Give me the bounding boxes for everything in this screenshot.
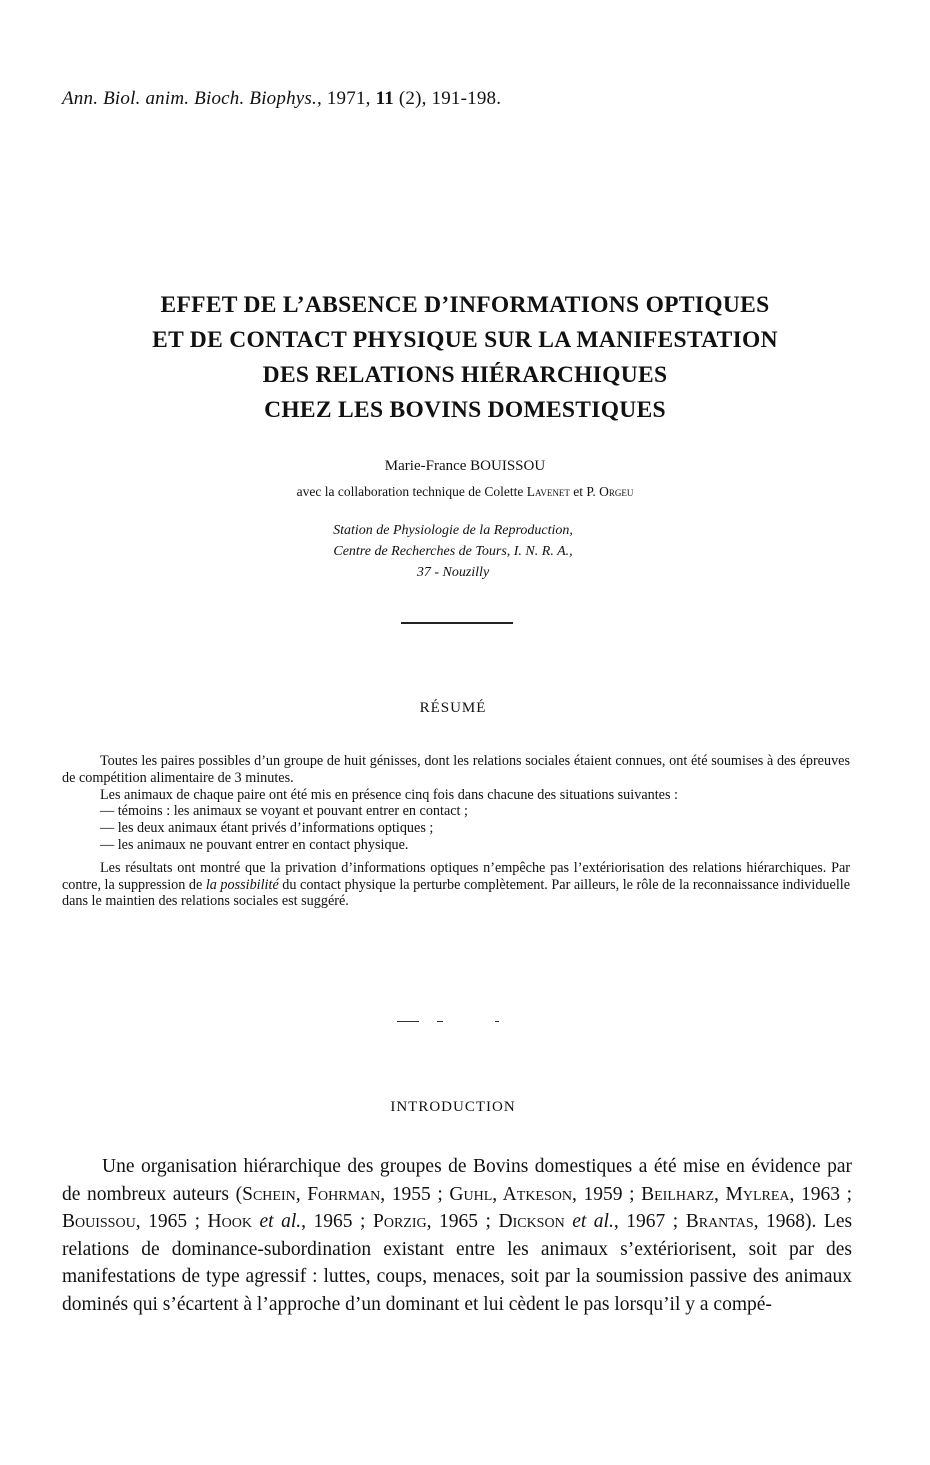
abstract-text: du contact physique la perturbe complètement. Par ailleurs, le rôle de la reconnaissance individuelle dans le maintien des relations sociales est suggéré. — [62, 876, 851, 910]
reference-author: Brantas — [685, 1211, 754, 1233]
divider-segment — [437, 1021, 443, 1022]
body-text: , 1965 ; — [426, 1211, 499, 1233]
body-text: Une organisation hiérarchique des groupes de Bovins domestiques a été mise en évidence par de nombreux auteurs ( — [62, 1156, 852, 1205]
collaboration-line — [0, 484, 930, 500]
affiliation — [0, 520, 906, 583]
reference-etal: et al. — [259, 1211, 302, 1233]
abstract-list-item: — les animaux ne pouvant entrer en contact physique. — [100, 836, 409, 853]
body-text: , 1965 ; — [135, 1211, 208, 1233]
divider-segment — [397, 1021, 419, 1022]
title-line: ET DE CONTACT PHYSIQUE SUR LA MANIFESTATION — [152, 327, 778, 353]
abstract-paragraph: Les animaux de chaque paire ont été mis en présence cinq fois dans chacune des situations suivantes : — [100, 786, 678, 803]
collaboration-prefix: avec la collaboration technique de Colette — [296, 484, 527, 499]
abstract — [62, 753, 850, 910]
affiliation-line: 37 - Nouzilly — [416, 565, 490, 580]
section-divider — [397, 1021, 517, 1025]
abstract-paragraph: Toutes les paires possibles d’un groupe de huit génisses, dont les relations sociales étaient connues, ont été soumises à des épreuves de compétition alimentaire de 3 minutes. — [62, 753, 850, 786]
abstract-list-item: — les deux animaux étant privés d’informations optiques ; — [100, 820, 434, 837]
reference-author: Porzig — [373, 1211, 427, 1233]
reference-author: Schein, Fohrman — [242, 1183, 381, 1205]
introduction-body — [62, 1153, 852, 1319]
section-divider — [401, 622, 513, 624]
citation-year: , 1971, — [316, 88, 376, 109]
resume-heading: RÉSUMÉ — [419, 700, 487, 716]
citation-issue-pages: (2), 191-198. — [393, 88, 502, 109]
collaborator-name: Lavenet — [526, 484, 570, 499]
body-text: , 1967 ; — [613, 1211, 686, 1233]
divider-segment — [495, 1021, 499, 1022]
author-first-name: Marie-France — [384, 458, 471, 474]
body-text: , 1965 ; — [301, 1211, 373, 1233]
reference-author: Hook — [207, 1211, 252, 1233]
article-title — [0, 288, 930, 428]
journal-citation — [62, 88, 501, 110]
title-line: DES RELATIONS HIÉRARCHIQUES — [262, 362, 668, 388]
collaboration-and: et P. — [569, 484, 600, 499]
abstract-emphasis: la possibilité — [205, 876, 279, 893]
author-last-name: BOUISSOU — [470, 458, 546, 474]
introduction-heading: INTRODUCTION — [390, 1099, 516, 1115]
abstract-text: Les résultats ont montré que la privation d’informations optiques n’empêche pas l’extériorisation des relations hiérarchiques. Par contre, la suppression de — [62, 859, 850, 893]
reference-etal: et al. — [572, 1211, 614, 1233]
body-text: , 1968). Les relations de dominance-subordination existant entre les animaux s’extériorisent, soit par des manifestations de type agressif : luttes, coups, menaces, soit par la soumission passive des animaux dominés qui s’écartent à l’approche d’un dominant et lui cèdent le pas lorsqu’il y a compé- — [62, 1211, 853, 1315]
abstract-list-item: — témoins : les animaux se voyant et pouvant entrer en contact ; — [100, 803, 468, 820]
body-text: , 1955 ; — [380, 1183, 450, 1205]
collaborator-name: Orgeu — [599, 484, 634, 499]
abstract-paragraph — [62, 860, 850, 910]
affiliation-line: Station de Physiologie de la Reproduction, — [333, 523, 573, 538]
title-line: EFFET DE L’ABSENCE D’INFORMATIONS OPTIQUES — [160, 292, 770, 318]
introduction-paragraph — [62, 1153, 852, 1319]
reference-author: Beilharz, Mylrea — [641, 1183, 790, 1205]
reference-author: Guhl, Atkeson — [449, 1183, 572, 1205]
affiliation-line: Centre de Recherches de Tours, I. N. R. A., — [333, 544, 573, 559]
body-text: , 1963 ; — [789, 1183, 853, 1205]
reference-author: Bouissou — [62, 1211, 136, 1233]
journal-name: Ann. Biol. anim. Bioch. Biophys. — [62, 88, 317, 109]
body-text: , 1959 ; — [572, 1183, 642, 1205]
citation-volume: 11 — [375, 88, 394, 109]
author-line — [0, 458, 930, 475]
title-line: CHEZ LES BOVINS DOMESTIQUES — [264, 397, 666, 423]
reference-author: Dickson — [498, 1211, 565, 1233]
